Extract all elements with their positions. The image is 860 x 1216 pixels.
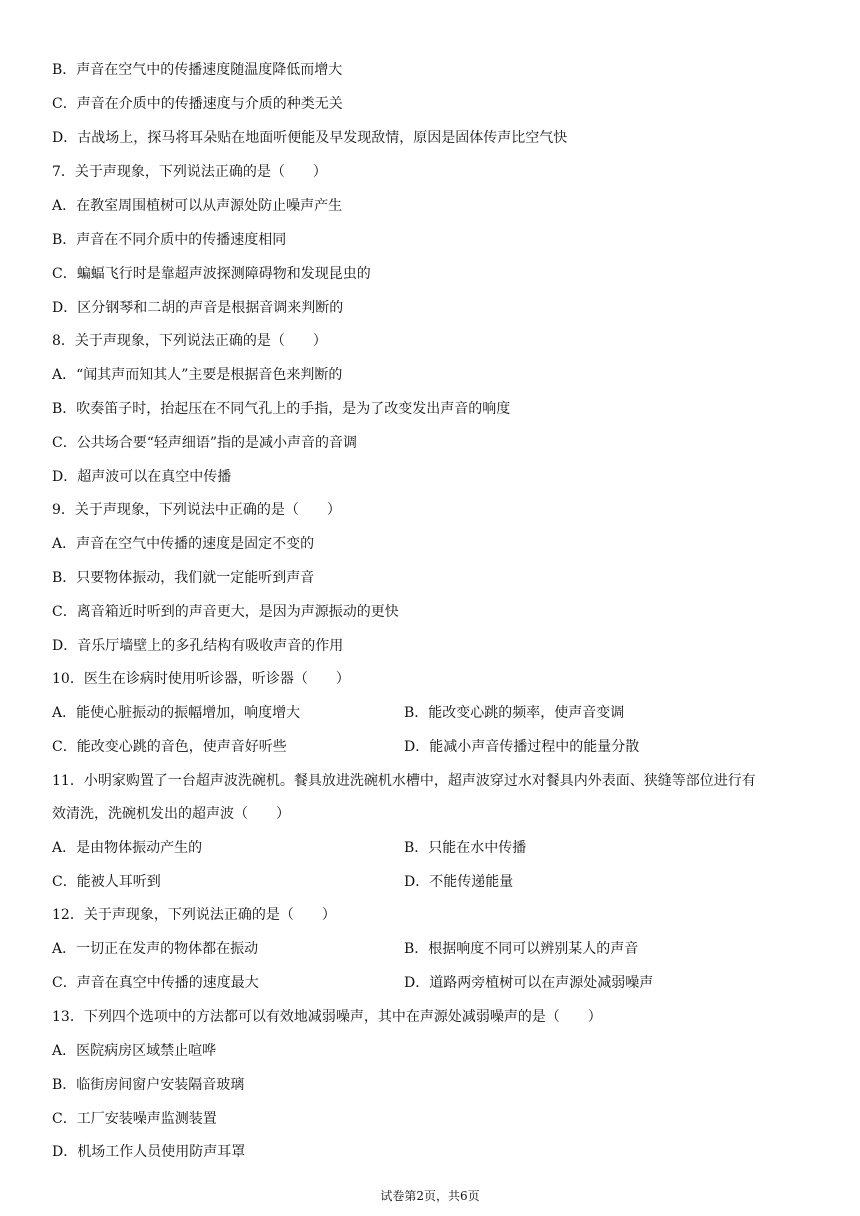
q9-option-d: D．音乐厅墙壁上的多孔结构有吸收声音的作用	[52, 638, 344, 654]
q13-option-c: C．工厂安装噪声监测装置	[52, 1111, 217, 1127]
q8-option-b: B．吹奏笛子时，抬起压在不同气孔上的手指，是为了改变发出声音的响度	[52, 401, 511, 417]
q12-option-d: D．道路两旁植树可以在声源处减弱噪声	[404, 975, 654, 991]
q12-row-1	[52, 939, 639, 959]
q11-option-a: A．是由物体振动产生的	[52, 840, 203, 856]
q10-stem: 10．医生在诊病时使用听诊器，听诊器（ ）	[52, 671, 350, 687]
q12-row-2	[52, 973, 654, 993]
prev-option-b: B．声音在空气中的传播速度随温度降低而增大	[52, 62, 343, 78]
q13-stem: 13．下列四个选项中的方法都可以有效地减弱噪声，其中在声源处减弱噪声的是（ ）	[52, 1009, 602, 1025]
page-footer: 试卷第2页，共6页	[380, 1189, 480, 1203]
q7-option-a: A．在教室周围植树可以从声源处防止噪声产生	[52, 198, 343, 214]
q9-option-a: A．声音在空气中传播的速度是固定不变的	[52, 536, 315, 552]
q10-row-2	[52, 737, 640, 757]
q8-stem: 8．关于声现象，下列说法正确的是（ ）	[52, 333, 327, 349]
q8-option-d: D．超声波可以在真空中传播	[52, 469, 232, 485]
q12-option-b: B．根据响度不同可以辨别某人的声音	[404, 941, 639, 957]
q13-option-a: A．医院病房区域禁止喧哗	[52, 1043, 217, 1059]
q7-option-b: B．声音在不同介质中的传播速度相同	[52, 232, 287, 248]
q11-option-c: C．能被人耳听到	[52, 874, 161, 890]
q11-option-d: D．不能传递能量	[404, 874, 514, 890]
q10-option-d: D．能减小声音传播过程中的能量分散	[404, 739, 640, 755]
q12-option-c: C．声音在真空中传播的速度最大	[52, 975, 259, 991]
q7-option-c: C．蝙蝠飞行时是靠超声波探测障碍物和发现昆虫的	[52, 266, 371, 282]
q12-option-a: A．一切正在发声的物体都在振动	[52, 941, 259, 957]
q11-row-2	[52, 872, 514, 892]
q11-row-1	[52, 838, 527, 858]
prev-option-c: C．声音在介质中的传播速度与介质的种类无关	[52, 96, 343, 112]
q9-option-c: C．离音箱近时听到的声音更大，是因为声源振动的更快	[52, 604, 399, 620]
q12-stem: 12．关于声现象，下列说法正确的是（ ）	[52, 907, 336, 923]
q11-option-b: B．只能在水中传播	[404, 840, 527, 856]
q9-option-b: B．只要物体振动，我们就一定能听到声音	[52, 570, 315, 586]
q8-option-c: C．公共场合要“轻声细语”指的是减小声音的音调	[52, 435, 358, 451]
q7-option-d: D．区分钢琴和二胡的声音是根据音调来判断的	[52, 300, 344, 316]
q9-stem: 9．关于声现象，下列说法中正确的是（ ）	[52, 502, 341, 518]
q8-option-a: A．“闻其声而知其人”主要是根据音色来判断的	[52, 367, 343, 383]
prev-option-d: D．古战场上，探马将耳朵贴在地面听便能及早发现敌情，原因是固体传声比空气快	[52, 130, 568, 146]
q10-option-c: C．能改变心跳的音色，使声音好听些	[52, 739, 287, 755]
q10-row-1	[52, 703, 625, 723]
q11-stem-line-2: 效清洗，洗碗机发出的超声波（ ）	[52, 806, 290, 822]
q13-option-d: D．机场工作人员使用防声耳罩	[52, 1144, 246, 1160]
q13-option-b: B．临街房间窗户安装隔音玻璃	[52, 1077, 245, 1093]
q10-option-b: B．能改变心跳的频率，使声音变调	[404, 705, 625, 721]
q11-stem-line-1: 11．小明家购置了一台超声波洗碗机。餐具放进洗碗机水槽中，超声波穿过水对餐具内外表面、狭缝等部位进行有	[52, 773, 756, 789]
q7-stem: 7．关于声现象，下列说法正确的是（ ）	[52, 164, 327, 180]
q10-option-a: A．能使心脏振动的振幅增加，响度增大	[52, 705, 301, 721]
